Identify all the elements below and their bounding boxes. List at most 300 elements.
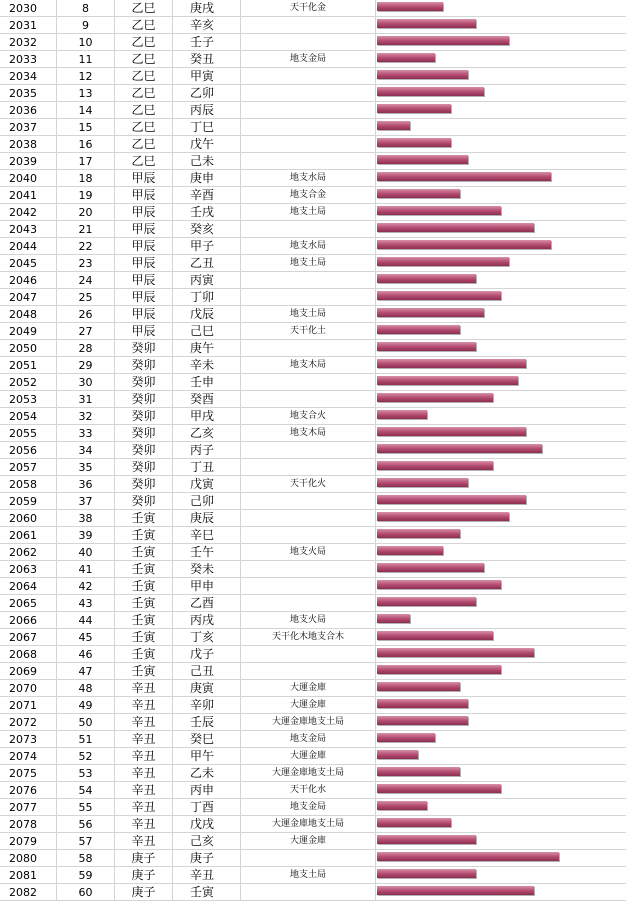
value-bar xyxy=(377,19,476,28)
year-cell: 2082 xyxy=(0,884,57,901)
note-cell xyxy=(241,850,376,867)
dayun-cell: 辛丑 xyxy=(115,799,173,816)
liunian-cell: 壬辰 xyxy=(173,714,241,731)
value-bar xyxy=(377,580,501,589)
note-cell: 地支土局 xyxy=(241,867,376,884)
note-cell xyxy=(241,884,376,901)
note-cell: 天干化金 xyxy=(241,0,376,17)
note-cell xyxy=(241,85,376,102)
dayun-cell: 癸卯 xyxy=(115,442,173,459)
dayun-cell: 辛丑 xyxy=(115,714,173,731)
bar-cell xyxy=(376,187,626,204)
value-bar xyxy=(377,87,484,96)
age-cell: 9 xyxy=(57,17,115,34)
year-cell: 2040 xyxy=(0,170,57,187)
value-bar xyxy=(377,461,493,470)
table-row xyxy=(0,221,626,238)
bar-cell xyxy=(376,102,626,119)
age-cell: 43 xyxy=(57,595,115,612)
bar-cell xyxy=(376,493,626,510)
bar-cell xyxy=(376,374,626,391)
table-row xyxy=(0,867,626,884)
age-cell: 36 xyxy=(57,476,115,493)
note-cell xyxy=(241,527,376,544)
value-bar xyxy=(377,325,460,334)
note-cell xyxy=(241,391,376,408)
table-row xyxy=(0,595,626,612)
note-cell xyxy=(241,153,376,170)
year-cell: 2055 xyxy=(0,425,57,442)
dayun-cell: 庚子 xyxy=(115,850,173,867)
liunian-cell: 癸巳 xyxy=(173,731,241,748)
table-row xyxy=(0,748,626,765)
age-cell: 25 xyxy=(57,289,115,306)
value-bar xyxy=(377,478,468,487)
bar-cell xyxy=(376,561,626,578)
liunian-cell: 癸亥 xyxy=(173,221,241,238)
bar-cell xyxy=(376,17,626,34)
dayun-cell: 乙巳 xyxy=(115,136,173,153)
bar-cell xyxy=(376,731,626,748)
liunian-cell: 乙亥 xyxy=(173,425,241,442)
value-bar xyxy=(377,172,551,181)
year-cell: 2053 xyxy=(0,391,57,408)
year-cell: 2058 xyxy=(0,476,57,493)
bar-cell xyxy=(376,221,626,238)
year-cell: 2062 xyxy=(0,544,57,561)
dayun-cell: 甲辰 xyxy=(115,170,173,187)
dayun-cell: 乙巳 xyxy=(115,102,173,119)
liunian-cell: 戊戌 xyxy=(173,816,241,833)
age-cell: 45 xyxy=(57,629,115,646)
note-cell xyxy=(241,119,376,136)
note-cell xyxy=(241,595,376,612)
bar-cell xyxy=(376,833,626,850)
year-cell: 2045 xyxy=(0,255,57,272)
age-cell: 14 xyxy=(57,102,115,119)
age-cell: 39 xyxy=(57,527,115,544)
age-cell: 56 xyxy=(57,816,115,833)
bar-cell xyxy=(376,867,626,884)
dayun-cell: 辛丑 xyxy=(115,697,173,714)
value-bar xyxy=(377,257,509,266)
note-cell: 地支木局 xyxy=(241,357,376,374)
dayun-cell: 壬寅 xyxy=(115,595,173,612)
year-cell: 2075 xyxy=(0,765,57,782)
table-row xyxy=(0,238,626,255)
liunian-cell: 己亥 xyxy=(173,833,241,850)
note-cell xyxy=(241,340,376,357)
dayun-cell: 庚子 xyxy=(115,884,173,901)
year-cell: 2070 xyxy=(0,680,57,697)
note-cell xyxy=(241,442,376,459)
bar-cell xyxy=(376,136,626,153)
liunian-cell: 丙申 xyxy=(173,782,241,799)
year-cell: 2049 xyxy=(0,323,57,340)
bar-cell xyxy=(376,289,626,306)
bar-cell xyxy=(376,629,626,646)
value-bar xyxy=(377,665,501,674)
note-cell xyxy=(241,578,376,595)
bar-cell xyxy=(376,578,626,595)
note-cell xyxy=(241,510,376,527)
bar-cell xyxy=(376,527,626,544)
note-cell: 大運金庫 xyxy=(241,680,376,697)
value-bar xyxy=(377,121,410,130)
liunian-cell: 乙未 xyxy=(173,765,241,782)
dayun-cell: 乙巳 xyxy=(115,17,173,34)
year-cell: 2079 xyxy=(0,833,57,850)
age-cell: 58 xyxy=(57,850,115,867)
value-bar xyxy=(377,801,427,810)
bar-cell xyxy=(376,459,626,476)
liunian-cell: 戊午 xyxy=(173,136,241,153)
table-row xyxy=(0,119,626,136)
year-cell: 2076 xyxy=(0,782,57,799)
dayun-cell: 乙巳 xyxy=(115,153,173,170)
dayun-cell: 甲辰 xyxy=(115,255,173,272)
liunian-cell: 丁酉 xyxy=(173,799,241,816)
bar-cell xyxy=(376,68,626,85)
value-bar xyxy=(377,291,501,300)
age-cell: 41 xyxy=(57,561,115,578)
table-row xyxy=(0,442,626,459)
age-cell: 17 xyxy=(57,153,115,170)
age-cell: 60 xyxy=(57,884,115,901)
bar-cell xyxy=(376,850,626,867)
note-cell xyxy=(241,459,376,476)
liunian-cell: 丙子 xyxy=(173,442,241,459)
year-cell: 2033 xyxy=(0,51,57,68)
bar-cell xyxy=(376,119,626,136)
liunian-cell: 丁卯 xyxy=(173,289,241,306)
liunian-cell: 甲申 xyxy=(173,578,241,595)
note-cell xyxy=(241,493,376,510)
liunian-cell: 戊辰 xyxy=(173,306,241,323)
age-cell: 54 xyxy=(57,782,115,799)
note-cell: 大運金庫 xyxy=(241,697,376,714)
liunian-cell: 癸酉 xyxy=(173,391,241,408)
dayun-cell: 辛丑 xyxy=(115,833,173,850)
liunian-cell: 丙戌 xyxy=(173,612,241,629)
value-bar xyxy=(377,563,484,572)
liunian-cell: 庚寅 xyxy=(173,680,241,697)
liunian-cell: 壬子 xyxy=(173,34,241,51)
value-bar xyxy=(377,104,451,113)
note-cell: 地支土局 xyxy=(241,306,376,323)
table-row xyxy=(0,272,626,289)
year-cell: 2071 xyxy=(0,697,57,714)
value-bar xyxy=(377,767,460,776)
bar-cell xyxy=(376,0,626,17)
dayun-cell: 癸卯 xyxy=(115,340,173,357)
table-row xyxy=(0,391,626,408)
note-cell xyxy=(241,272,376,289)
table-row xyxy=(0,51,626,68)
table-row xyxy=(0,102,626,119)
liunian-cell: 庚戌 xyxy=(173,0,241,17)
year-cell: 2037 xyxy=(0,119,57,136)
year-cell: 2051 xyxy=(0,357,57,374)
note-cell xyxy=(241,17,376,34)
age-cell: 50 xyxy=(57,714,115,731)
liunian-cell: 甲午 xyxy=(173,748,241,765)
value-bar xyxy=(377,648,534,657)
dayun-cell: 甲辰 xyxy=(115,306,173,323)
note-cell xyxy=(241,102,376,119)
value-bar xyxy=(377,427,526,436)
liunian-cell: 辛丑 xyxy=(173,867,241,884)
dayun-cell: 壬寅 xyxy=(115,646,173,663)
age-cell: 55 xyxy=(57,799,115,816)
table-row xyxy=(0,493,626,510)
year-cell: 2081 xyxy=(0,867,57,884)
year-cell: 2060 xyxy=(0,510,57,527)
note-cell: 天干化土 xyxy=(241,323,376,340)
liunian-cell: 壬寅 xyxy=(173,884,241,901)
note-cell: 大運金庫地支土局 xyxy=(241,816,376,833)
year-cell: 2038 xyxy=(0,136,57,153)
dayun-cell: 甲辰 xyxy=(115,272,173,289)
year-cell: 2041 xyxy=(0,187,57,204)
dayun-cell: 甲辰 xyxy=(115,289,173,306)
dayun-cell: 癸卯 xyxy=(115,374,173,391)
age-cell: 10 xyxy=(57,34,115,51)
bar-cell xyxy=(376,714,626,731)
year-cell: 2078 xyxy=(0,816,57,833)
table-row xyxy=(0,17,626,34)
age-cell: 13 xyxy=(57,85,115,102)
year-cell: 2068 xyxy=(0,646,57,663)
table-row xyxy=(0,204,626,221)
year-cell: 2080 xyxy=(0,850,57,867)
value-bar xyxy=(377,189,460,198)
year-cell: 2057 xyxy=(0,459,57,476)
dayun-cell: 壬寅 xyxy=(115,527,173,544)
liunian-cell: 辛巳 xyxy=(173,527,241,544)
note-cell xyxy=(241,561,376,578)
year-cell: 2061 xyxy=(0,527,57,544)
table-row xyxy=(0,731,626,748)
note-cell xyxy=(241,663,376,680)
table-row xyxy=(0,799,626,816)
year-cell: 2063 xyxy=(0,561,57,578)
liunian-cell: 甲子 xyxy=(173,238,241,255)
bar-cell xyxy=(376,748,626,765)
year-cell: 2059 xyxy=(0,493,57,510)
age-cell: 59 xyxy=(57,867,115,884)
liunian-cell: 乙丑 xyxy=(173,255,241,272)
age-cell: 30 xyxy=(57,374,115,391)
bar-cell xyxy=(376,170,626,187)
table-row xyxy=(0,833,626,850)
dayun-cell: 乙巳 xyxy=(115,119,173,136)
age-cell: 57 xyxy=(57,833,115,850)
age-cell: 51 xyxy=(57,731,115,748)
bar-cell xyxy=(376,595,626,612)
year-cell: 2050 xyxy=(0,340,57,357)
bar-cell xyxy=(376,323,626,340)
table-row xyxy=(0,153,626,170)
table-row xyxy=(0,187,626,204)
liunian-cell: 壬戌 xyxy=(173,204,241,221)
value-bar xyxy=(377,393,493,402)
liunian-cell: 辛酉 xyxy=(173,187,241,204)
bar-cell xyxy=(376,510,626,527)
value-bar xyxy=(377,274,476,283)
liunian-cell: 甲寅 xyxy=(173,68,241,85)
year-cell: 2066 xyxy=(0,612,57,629)
note-cell xyxy=(241,221,376,238)
table-row xyxy=(0,357,626,374)
bar-cell xyxy=(376,51,626,68)
age-cell: 38 xyxy=(57,510,115,527)
bar-cell xyxy=(376,204,626,221)
liunian-cell: 庚申 xyxy=(173,170,241,187)
age-cell: 28 xyxy=(57,340,115,357)
age-cell: 18 xyxy=(57,170,115,187)
note-cell xyxy=(241,34,376,51)
dayun-cell: 甲辰 xyxy=(115,204,173,221)
year-cell: 2047 xyxy=(0,289,57,306)
bar-cell xyxy=(376,306,626,323)
table-row xyxy=(0,306,626,323)
table-row xyxy=(0,663,626,680)
dayun-cell: 癸卯 xyxy=(115,493,173,510)
table-row xyxy=(0,714,626,731)
value-bar xyxy=(377,53,435,62)
note-cell xyxy=(241,136,376,153)
table-row xyxy=(0,646,626,663)
value-bar xyxy=(377,733,435,742)
liunian-cell: 丁巳 xyxy=(173,119,241,136)
dayun-cell: 辛丑 xyxy=(115,765,173,782)
value-bar xyxy=(377,155,468,164)
dayun-cell: 壬寅 xyxy=(115,544,173,561)
bar-cell xyxy=(376,272,626,289)
value-bar xyxy=(377,410,427,419)
liunian-cell: 己卯 xyxy=(173,493,241,510)
bar-cell xyxy=(376,391,626,408)
liunian-cell: 丙辰 xyxy=(173,102,241,119)
age-cell: 20 xyxy=(57,204,115,221)
bar-cell xyxy=(376,799,626,816)
age-cell: 15 xyxy=(57,119,115,136)
bar-cell xyxy=(376,612,626,629)
year-cell: 2065 xyxy=(0,595,57,612)
year-cell: 2054 xyxy=(0,408,57,425)
table-row xyxy=(0,476,626,493)
liunian-cell: 癸丑 xyxy=(173,51,241,68)
value-bar xyxy=(377,784,501,793)
note-cell: 地支水局 xyxy=(241,170,376,187)
liunian-cell: 癸未 xyxy=(173,561,241,578)
table-row xyxy=(0,0,626,17)
dayun-cell: 甲辰 xyxy=(115,238,173,255)
dayun-cell: 乙巳 xyxy=(115,51,173,68)
value-bar xyxy=(377,342,476,351)
year-cell: 2072 xyxy=(0,714,57,731)
note-cell: 天干化火 xyxy=(241,476,376,493)
value-bar xyxy=(377,359,526,368)
age-cell: 12 xyxy=(57,68,115,85)
year-cell: 2032 xyxy=(0,34,57,51)
value-bar xyxy=(377,206,501,215)
year-cell: 2036 xyxy=(0,102,57,119)
dayun-cell: 癸卯 xyxy=(115,408,173,425)
year-cell: 2056 xyxy=(0,442,57,459)
liunian-cell: 丁丑 xyxy=(173,459,241,476)
age-cell: 8 xyxy=(57,0,115,17)
note-cell: 天干化水 xyxy=(241,782,376,799)
age-cell: 19 xyxy=(57,187,115,204)
value-bar xyxy=(377,835,476,844)
dayun-cell: 甲辰 xyxy=(115,323,173,340)
dayun-cell: 乙巳 xyxy=(115,34,173,51)
age-cell: 24 xyxy=(57,272,115,289)
value-bar xyxy=(377,852,559,861)
value-bar xyxy=(377,699,468,708)
dayun-cell: 癸卯 xyxy=(115,357,173,374)
liunian-cell: 丙寅 xyxy=(173,272,241,289)
table-row xyxy=(0,680,626,697)
note-cell: 地支木局 xyxy=(241,425,376,442)
table-row xyxy=(0,544,626,561)
year-cell: 2073 xyxy=(0,731,57,748)
table-row xyxy=(0,561,626,578)
age-cell: 40 xyxy=(57,544,115,561)
dayun-cell: 壬寅 xyxy=(115,663,173,680)
year-cell: 2031 xyxy=(0,17,57,34)
dayun-cell: 庚子 xyxy=(115,867,173,884)
bar-cell xyxy=(376,680,626,697)
bar-cell xyxy=(376,646,626,663)
note-cell: 地支火局 xyxy=(241,612,376,629)
bar-cell xyxy=(376,425,626,442)
dayun-cell: 癸卯 xyxy=(115,476,173,493)
age-cell: 35 xyxy=(57,459,115,476)
dayun-cell: 乙巳 xyxy=(115,68,173,85)
dayun-cell: 癸卯 xyxy=(115,459,173,476)
age-cell: 31 xyxy=(57,391,115,408)
table-row xyxy=(0,408,626,425)
year-cell: 2074 xyxy=(0,748,57,765)
age-cell: 53 xyxy=(57,765,115,782)
liunian-cell: 戊子 xyxy=(173,646,241,663)
value-bar xyxy=(377,631,493,640)
dayun-cell: 辛丑 xyxy=(115,748,173,765)
note-cell: 地支合火 xyxy=(241,408,376,425)
age-cell: 16 xyxy=(57,136,115,153)
age-cell: 33 xyxy=(57,425,115,442)
dayun-cell: 甲辰 xyxy=(115,187,173,204)
liunian-cell: 甲戌 xyxy=(173,408,241,425)
note-cell: 地支金局 xyxy=(241,731,376,748)
table-row xyxy=(0,510,626,527)
table-row xyxy=(0,612,626,629)
year-cell: 2069 xyxy=(0,663,57,680)
liunian-cell: 戊寅 xyxy=(173,476,241,493)
age-cell: 42 xyxy=(57,578,115,595)
table-row xyxy=(0,85,626,102)
dayun-cell: 辛丑 xyxy=(115,680,173,697)
dayun-cell: 壬寅 xyxy=(115,629,173,646)
year-cell: 2035 xyxy=(0,85,57,102)
year-cell: 2034 xyxy=(0,68,57,85)
liunian-cell: 乙卯 xyxy=(173,85,241,102)
table-row xyxy=(0,527,626,544)
table-row xyxy=(0,289,626,306)
